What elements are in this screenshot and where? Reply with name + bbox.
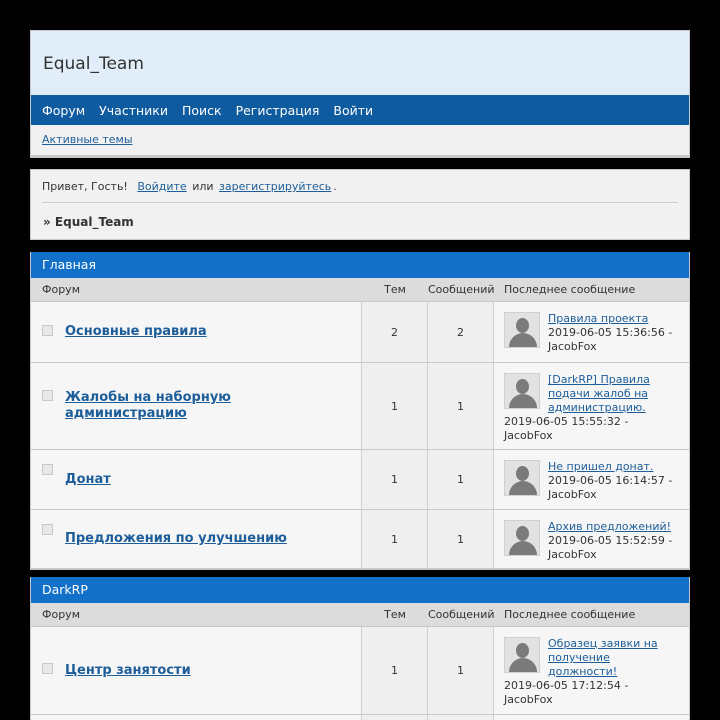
last-post-cell: Правила проекта 2019-06-05 15:36:56 - JacobFox [494, 302, 689, 362]
forum-link[interactable]: Основные правила [65, 324, 207, 339]
nav-search[interactable]: Поиск [181, 102, 222, 118]
last-post-link[interactable]: Образец заявки на получение должности! [548, 637, 658, 678]
posts-count: 1 [428, 627, 494, 714]
last-post-cell: Образец заявки на получение должности! 2019-06-05 17:12:54 - JacobFox [504, 637, 658, 706]
forum-row [31, 450, 689, 510]
column-header [31, 603, 689, 627]
period-text: . [333, 180, 337, 193]
last-post-date: 2019-06-05 15:52:59 [548, 534, 665, 547]
forum-row [31, 363, 689, 450]
welcome-box [30, 169, 690, 240]
forum-status-icon [42, 325, 53, 336]
site-header [30, 30, 690, 158]
col-topics: Тем [384, 283, 406, 296]
category-main [30, 252, 690, 570]
last-post-cell [494, 715, 689, 720]
col-posts: Сообщений [428, 608, 495, 621]
last-post-cell: Не пришел донат. 2019-06-05 16:14:57 - JacobFox [494, 450, 689, 509]
forum-cell [31, 627, 362, 714]
or-text: или [192, 180, 214, 193]
active-topics-link[interactable]: Активные темы [42, 133, 133, 146]
forum-status-icon [42, 663, 53, 674]
nav-forum[interactable]: Форум [42, 102, 86, 118]
last-post-date: 2019-06-05 17:12:54 [504, 679, 621, 692]
title-band [31, 31, 689, 95]
forum-cell [31, 302, 362, 362]
forum-link[interactable]: Жалобы на наборную администрацию [65, 390, 231, 421]
avatar-icon [504, 637, 540, 673]
last-post-date: 2019-06-05 15:36:56 [548, 326, 665, 339]
forum-cell [31, 450, 362, 509]
last-post-link[interactable]: [DarkRP] Правила подачи жалоб на администрацию. [548, 373, 650, 414]
category-title[interactable]: DarkRP [31, 577, 689, 603]
column-header [31, 278, 689, 302]
topics-count [362, 715, 428, 720]
posts-count: 2 [428, 302, 494, 362]
topics-count: 1 [362, 363, 428, 449]
topics-count: 1 [362, 627, 428, 714]
register-link[interactable]: зарегистрируйтесь [219, 180, 332, 193]
main-nav [31, 95, 689, 125]
forum-row-partial [31, 715, 689, 720]
greeting-text: Привет, Гость! [42, 180, 128, 193]
col-forum: Форум [42, 283, 80, 296]
posts-count [428, 715, 494, 720]
forum-row [31, 510, 689, 570]
forum-link[interactable]: Донат [65, 471, 111, 487]
topics-count: 1 [362, 450, 428, 509]
avatar-icon [504, 312, 540, 348]
col-forum: Форум [42, 608, 80, 621]
nav-members[interactable]: Участники [99, 102, 168, 118]
forum-link[interactable]: Предложения по улучшению [65, 531, 287, 546]
category-title[interactable]: Главная [31, 252, 689, 278]
breadcrumb: » Equal_Team [43, 215, 134, 229]
last-post-author: JacobFox [548, 340, 597, 353]
last-post-author: JacobFox [504, 429, 553, 442]
posts-count: 1 [428, 450, 494, 509]
last-post-date: 2019-06-05 15:55:32 [504, 415, 621, 428]
col-last-post: Последнее сообщение [504, 608, 636, 621]
avatar-icon [504, 460, 540, 496]
forum-link[interactable]: Центр занятости [65, 662, 191, 678]
avatar-icon [504, 373, 540, 409]
nav-register[interactable]: Регистрация [235, 102, 320, 118]
forum-cell [31, 715, 362, 720]
last-post-date: 2019-06-05 16:14:57 [548, 474, 665, 487]
forum-status-icon [42, 390, 53, 401]
last-post-link[interactable]: Правила проекта [548, 312, 649, 325]
forum-cell [31, 363, 362, 449]
avatar-icon [504, 520, 540, 556]
col-posts: Сообщений [428, 283, 495, 296]
topics-count: 2 [362, 302, 428, 362]
posts-count: 1 [428, 510, 494, 568]
last-post-author: JacobFox [504, 693, 553, 706]
col-topics: Тем [384, 608, 406, 621]
forum-status-icon [42, 524, 53, 535]
forum-status-icon [42, 464, 53, 475]
col-last-post: Последнее сообщение [504, 283, 636, 296]
topics-count: 1 [362, 510, 428, 568]
forum-row [31, 627, 689, 715]
greeting-line [31, 170, 689, 202]
nav-login[interactable]: Войти [333, 102, 374, 118]
subnav [31, 125, 689, 157]
forum-cell [31, 510, 362, 568]
last-post-link[interactable]: Архив предложений! [548, 520, 672, 533]
posts-count: 1 [428, 363, 494, 449]
last-post-cell: [DarkRP] Правила подачи жалоб на администрацию. 2019-06-05 15:55:32 - JacobFox [504, 373, 650, 442]
site-title[interactable]: Equal_Team [43, 54, 144, 74]
last-post-author: JacobFox [548, 488, 597, 501]
last-post-link[interactable]: Не пришел донат. [548, 460, 654, 473]
last-post-author: JacobFox [548, 548, 597, 561]
last-post-cell: Архив предложений! 2019-06-05 15:52:59 - JacobFox [494, 510, 689, 568]
forum-row [31, 302, 689, 363]
category-darkrp [30, 577, 690, 720]
login-link[interactable]: Войдите [137, 180, 187, 193]
